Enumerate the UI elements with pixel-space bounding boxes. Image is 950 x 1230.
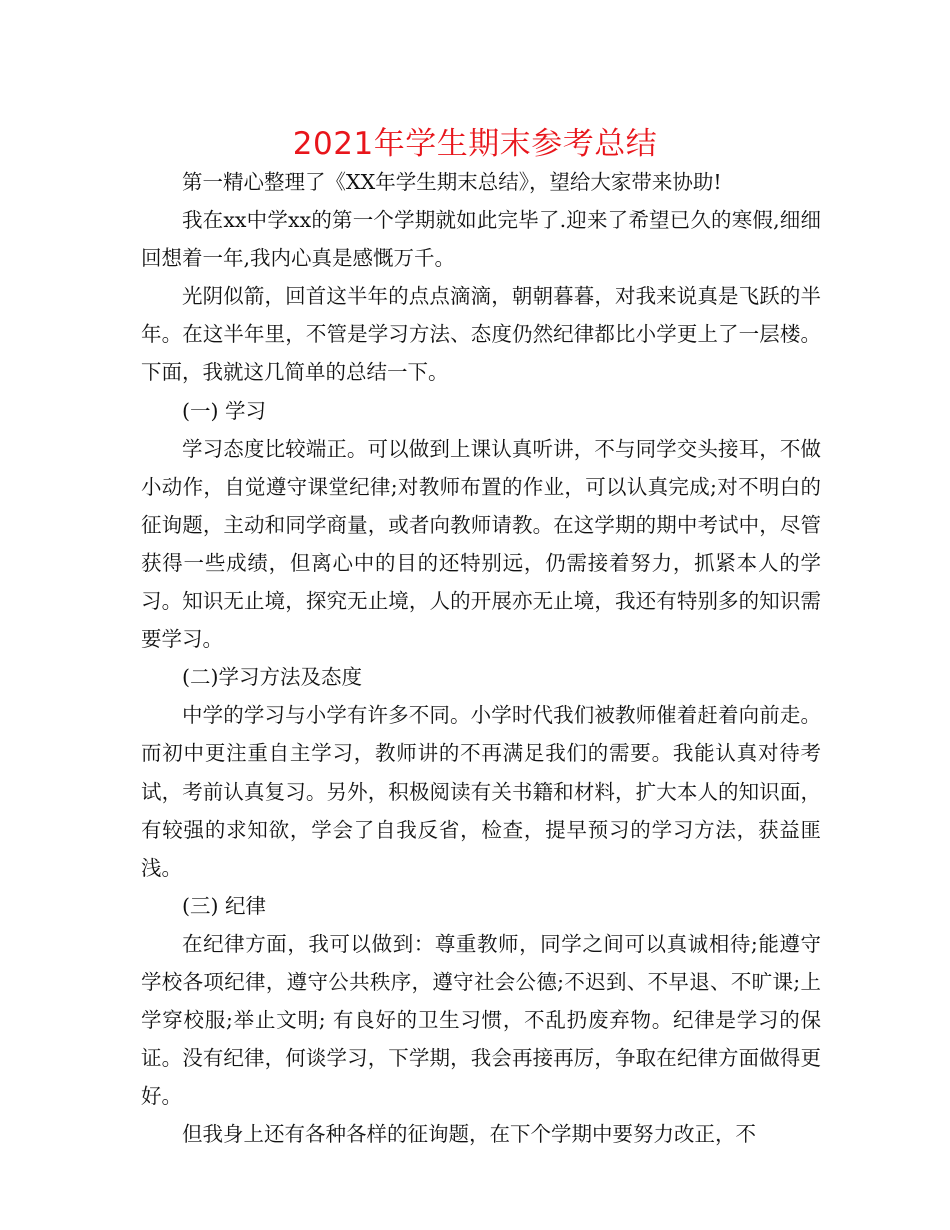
section-heading-study: (一) 学习	[182, 398, 267, 423]
document-body	[141, 163, 821, 1153]
paragraph-method: 中学的学习与小学有许多不同。小学时代我们被教师催着赶着向前走。而初中更注重自主学习，教师讲的不再满足我们的需要。我能认真对待考试，考前认真复习。另外，积极阅读有关书籍和材料，扩大本人的知识面，有较强的求知欲，学会了自我反省，检查，提早预习的学习方法，获益匪浅。	[141, 703, 821, 880]
paragraph-discipline: 在纪律方面，我可以做到：尊重教师，同学之间可以真诚相待;能遵守学校各项纪律，遵守公共秩序，遵守社会公德;不迟到、不早退、不旷课;上学穿校服;举止文明; 有良好的卫生习惯，不乱扔废弃物。纪律是学习的保证。没有纪律，何谈学习，下学期，我会再接再厉，争取在纪律方面做得更好。	[141, 931, 821, 1109]
paragraph-half-year: 光阴似箭，回首这半年的点点滴滴，朝朝暮暮，对我来说真是飞跃的半年。在这半年里，不管是学习方法、态度仍然纪律都比小学更上了一层楼。下面，我就这几简单的总结一下。	[141, 284, 821, 385]
paragraph-semester-end: 我在xx中学xx的第一个学期就如此完毕了.迎来了希望已久的寒假,细细回想着一年,我内心真是感慨万千。	[141, 208, 821, 271]
paragraph-intro: 第一精心整理了《XX年学生期末总结》，望给大家带来协助!	[182, 170, 722, 194]
document-title: 2021年学生期末参考总结	[292, 126, 658, 162]
section-heading-method: (二)学习方法及态度	[182, 665, 362, 690]
section-heading-discipline: (三) 纪律	[182, 893, 267, 918]
paragraph-problems: 但我身上还有各种各样的征询题，在下个学期中要努力改正，不	[182, 1122, 756, 1147]
paragraph-study: 学习态度比较端正。可以做到上课认真听讲，不与同学交头接耳，不做小动作，自觉遵守课堂纪律;对教师布置的作业，可以认真完成;对不明白的征询题，主动和同学商量，或者向教师请教。在这学期的期中考试中，尽管获得一些成绩，但离心中的目的还特别远，仍需接着努力，抓紧本人的学习。知识无止境，探究无止境，人的开展亦无止境，我还有特别多的知识需要学习。	[141, 436, 821, 652]
